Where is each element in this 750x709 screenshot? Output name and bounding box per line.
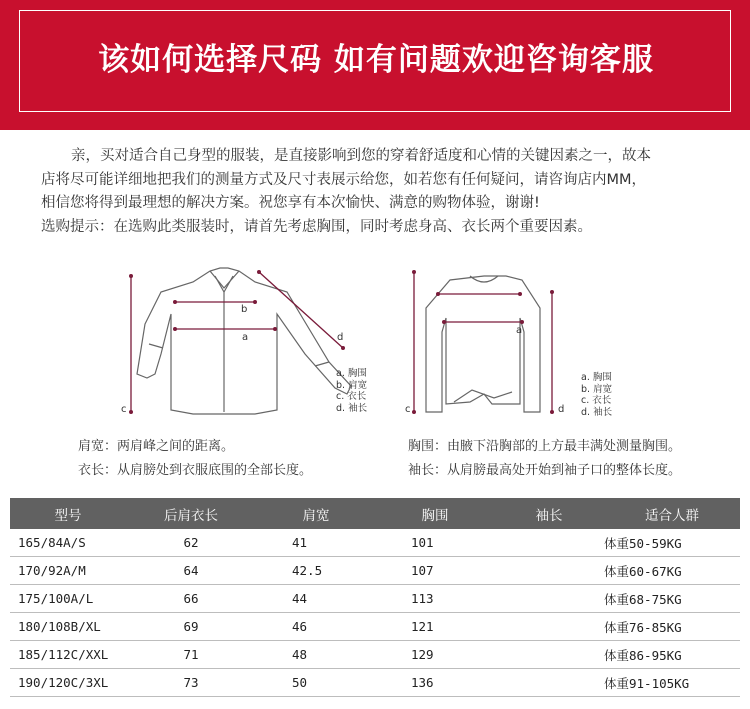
cell-shoulder: 46 [256,613,376,641]
label-a: a [516,325,523,336]
cell-chest: 107 [376,557,494,585]
cell-model: 165/84A/S [10,529,126,557]
label-b: b [241,304,248,315]
table-header-row [10,498,740,529]
table-row [10,557,740,585]
cell-chest: 113 [376,585,494,613]
desc-shoulder: 肩宽：两肩峰之间的距离。 [78,439,235,454]
intro-text [41,145,731,239]
shirt-legend [336,368,367,414]
cell-fit: 体重91-105KG [604,669,740,697]
intro-line: 选购提示：在选购此类服装时，请首先考虑胸围，同时考虑身高、衣长两个重要因素。 [41,218,592,235]
cell-shoulder: 44 [256,585,376,613]
intro-line: 亲，买对适合自己身型的服装，是直接影响到您的穿着舒适度和心情的关键因素之一，故本 [71,148,651,164]
banner-title: 该如何选择尺码 如有问题欢迎咨询客服 [98,42,654,78]
sweater-legend [581,372,612,418]
cell-fit: 体重60-67KG [604,557,740,585]
cell-chest: 136 [376,669,494,697]
desc-length: 衣长：从肩膀处到衣服底围的全部长度。 [78,463,313,478]
cell-shoulder: 41 [256,529,376,557]
cell-model: 170/92A/M [10,557,126,585]
table-row [10,669,740,697]
cell-fit: 体重68-75KG [604,585,740,613]
cell-fit: 体重50-59KG [604,529,740,557]
cell-chest: 129 [376,641,494,669]
cell-length: 71 [126,641,256,669]
shirt-diagram [115,262,370,427]
header-model: 型号 [10,498,126,529]
desc-chest: 胸围：由腋下沿胸部的上方最丰满处测量胸围。 [408,439,682,454]
legend-item: a. 胸围 [581,372,612,383]
cell-sleeve [494,529,604,557]
legend-item: b. 肩宽 [336,379,368,391]
measure-lines [414,272,552,412]
header-shoulder: 肩宽 [256,498,376,529]
legend-item: c. 衣长 [581,395,612,406]
cell-model: 185/112C/XXL [10,641,126,669]
cell-sleeve [494,669,604,697]
cell-sleeve [494,613,604,641]
intro-line: 相信您将得到最理想的解决方案。祝您享有本次愉快、满意的购物体验，谢谢! [41,195,540,211]
cell-chest: 121 [376,613,494,641]
cell-model: 180/108B/XL [10,613,126,641]
table-row [10,641,740,669]
table-row [10,529,740,557]
legend-item: b. 肩宽 [581,383,613,395]
sweater-diagram [400,262,580,427]
cell-length: 73 [126,669,256,697]
label-c: c [121,404,127,415]
size-table [10,498,740,697]
label-a: a [242,332,249,343]
header-chest: 胸围 [376,498,494,529]
table-row [10,585,740,613]
desc-sleeve: 袖长：从肩膀最高处开始到袖子口的整体长度。 [408,463,682,478]
intro-line: 店将尽可能详细地把我们的测量方式及尺寸表展示给您，如若您有任何疑问，请咨询店内MM， [41,171,647,188]
measure-dots [412,270,554,414]
table-row [10,613,740,641]
cell-length: 62 [126,529,256,557]
header-fit: 适合人群 [604,498,740,529]
cell-shoulder: 48 [256,641,376,669]
cell-shoulder: 42.5 [256,557,376,585]
label-c: c [405,404,411,415]
cell-length: 69 [126,613,256,641]
cell-model: 175/100A/L [10,585,126,613]
cell-sleeve [494,641,604,669]
label-d: d [558,404,565,415]
cell-length: 64 [126,557,256,585]
cell-length: 66 [126,585,256,613]
cell-fit: 体重76-85KG [604,613,740,641]
legend-item: a. 胸围 [336,368,367,379]
cell-shoulder: 50 [256,669,376,697]
legend-item: d. 袖长 [581,406,613,418]
cell-sleeve [494,557,604,585]
header-sleeve: 袖长 [494,498,604,529]
label-d: d [337,332,344,343]
header-banner [0,0,750,130]
legend-item: c. 衣长 [336,391,367,402]
legend-item: d. 袖长 [336,402,368,414]
banner-frame [19,10,731,112]
sweater-outline [426,276,540,412]
cell-fit: 体重86-95KG [604,641,740,669]
cell-chest: 101 [376,529,494,557]
measure-lines [131,272,343,412]
cell-model: 190/120C/3XL [10,669,126,697]
header-length: 后肩衣长 [126,498,256,529]
cell-sleeve [494,585,604,613]
